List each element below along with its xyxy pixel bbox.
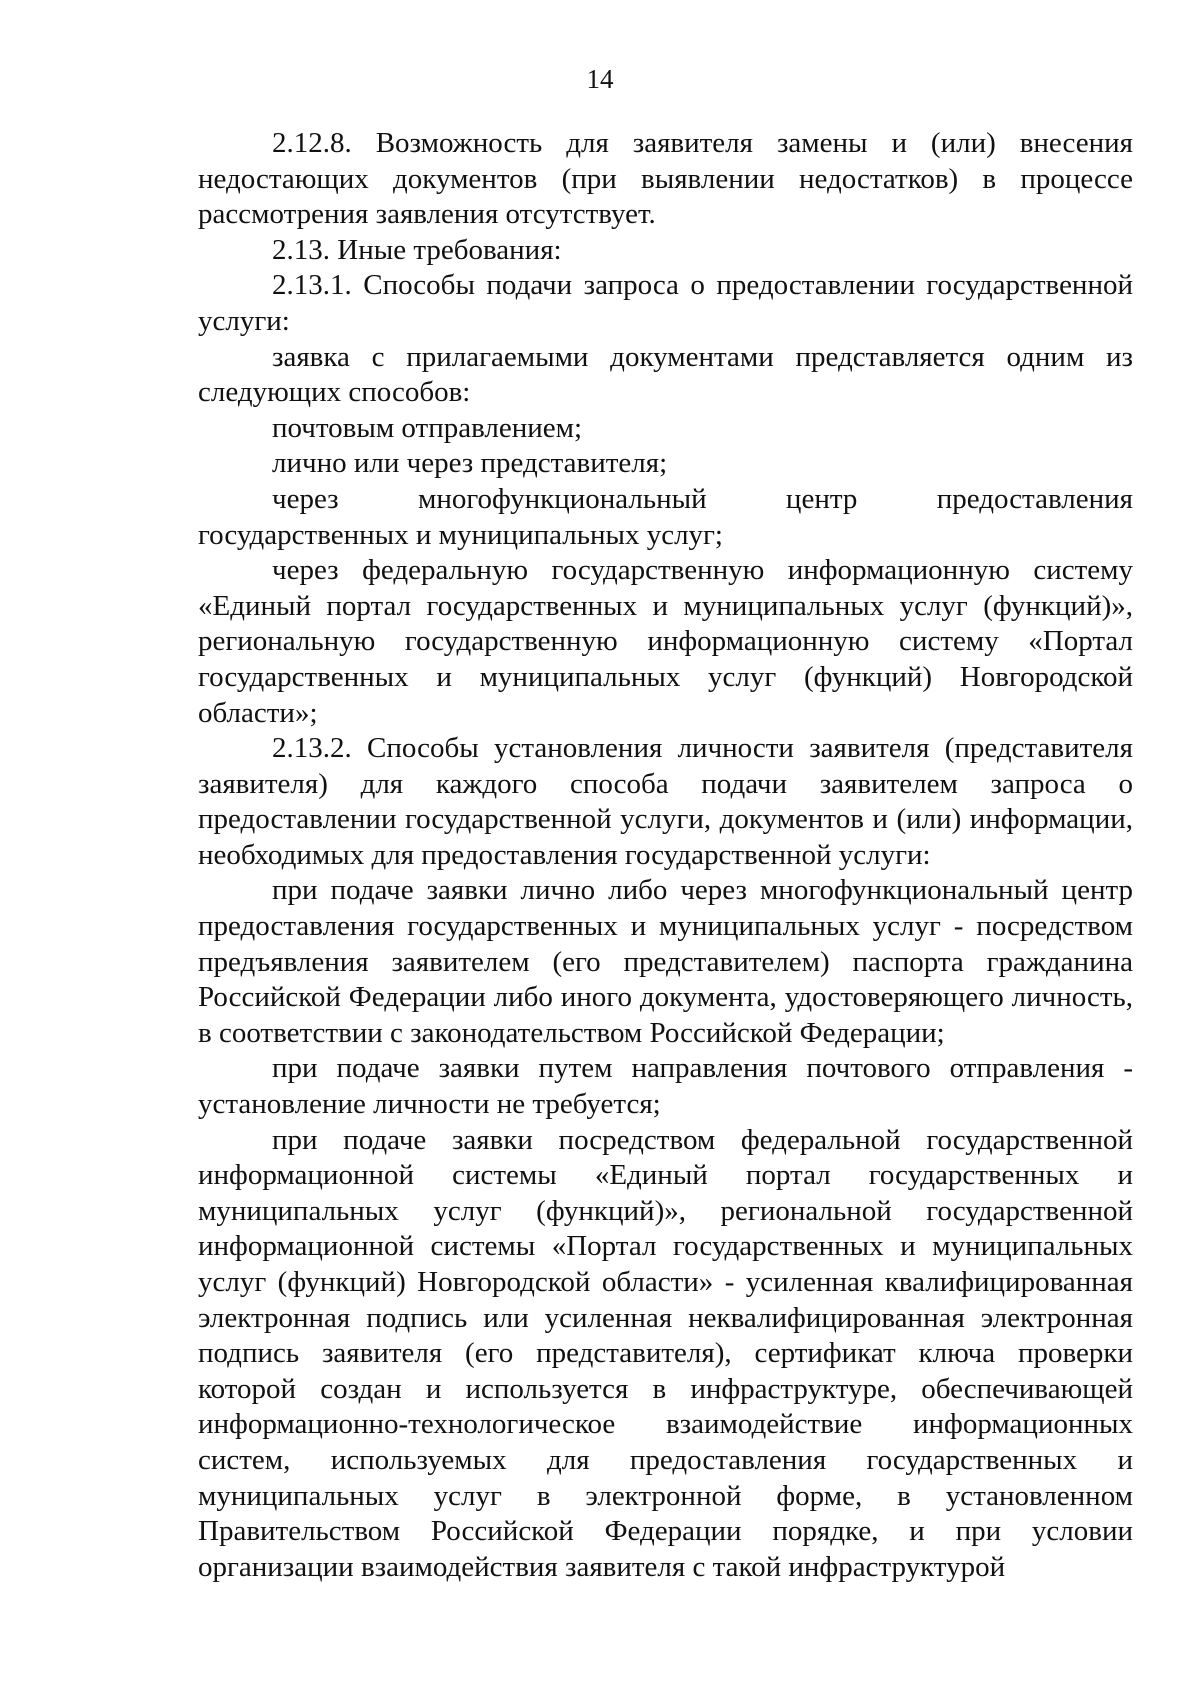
paragraph-identity-in-person: при подаче заявки лично либо через многофункциональный центр предоставления государственных и муниципальных услуг - посредством предъявления заявителем (его представителем) паспорта гражданина Российской Федерации либо иного документа, удостоверяющего личность, в соответствии с законодательством Российской Федерации; (198, 874, 1133, 1049)
paragraph-by-mail: почтовым отправлением; (272, 411, 583, 444)
paragraph-submission-intro: заявка с прилагаемыми документами представляется одним из следующих способов: (198, 340, 1133, 409)
paragraph-2-13-1: 2.13.1. Способы подачи запроса о предоставлении государственной услуги: (198, 269, 1133, 337)
paragraph-via-mfc: через многофункциональный центр предоставления государственных и муниципальных услуг; (198, 482, 1133, 551)
page-number: 14 (586, 64, 614, 94)
paragraph-identity-mail: при подаче заявки путем направления почтового отправления - установление личности не требуется; (198, 1052, 1133, 1121)
paragraph-identity-portal: при подаче заявки посредством федеральной государственной информационной системы «Единый портал государственных и муниципальных услуг (функций)», региональной государственной информационной системы «Портал государственных и муниципальных услуг (функций) Новгородской области» - усиленная квалифицированная электронная подпись или усиленная неквалифицированная электронная подпись заявителя (его представителя), сертификат ключа проверки которой создан и используется в инфраструктуре, обеспечивающей информационно-технологическое взаимодействие информационных систем, используемых для предоставления государственных и муниципальных услуг в электронной форме, в установленном Правительством Российской Федерации порядке, и при условии организации взаимодействия заявителя с такой инфраструктурой (198, 1123, 1133, 1583)
paragraph-2-13: 2.13. Иные требования: (272, 233, 562, 266)
paragraph-2-12-8: 2.12.8. Возможность для заявителя замены и (или) внесения недостающих документов (при выявлении недостатков) в процессе рассмотрения заявления отсутствует. (198, 127, 1133, 231)
paragraph-via-portal: через федеральную государственную информационную систему «Единый портал государственных и муниципальных услуг (функций)», региональную государственную информационную систему «Портал государственных и муниципальных услуг (функций) Новгородской области»; (198, 554, 1133, 729)
paragraph-2-13-2: 2.13.2. Способы установления личности заявителя (представителя заявителя) для каждого способа подачи заявителем запроса о предоставлении государственной услуги, документов и (или) информации, необходимых для предоставления государственной услуги: (198, 732, 1133, 871)
paragraph-in-person: лично или через представителя; (272, 447, 668, 480)
document-body (198, 126, 1133, 1585)
